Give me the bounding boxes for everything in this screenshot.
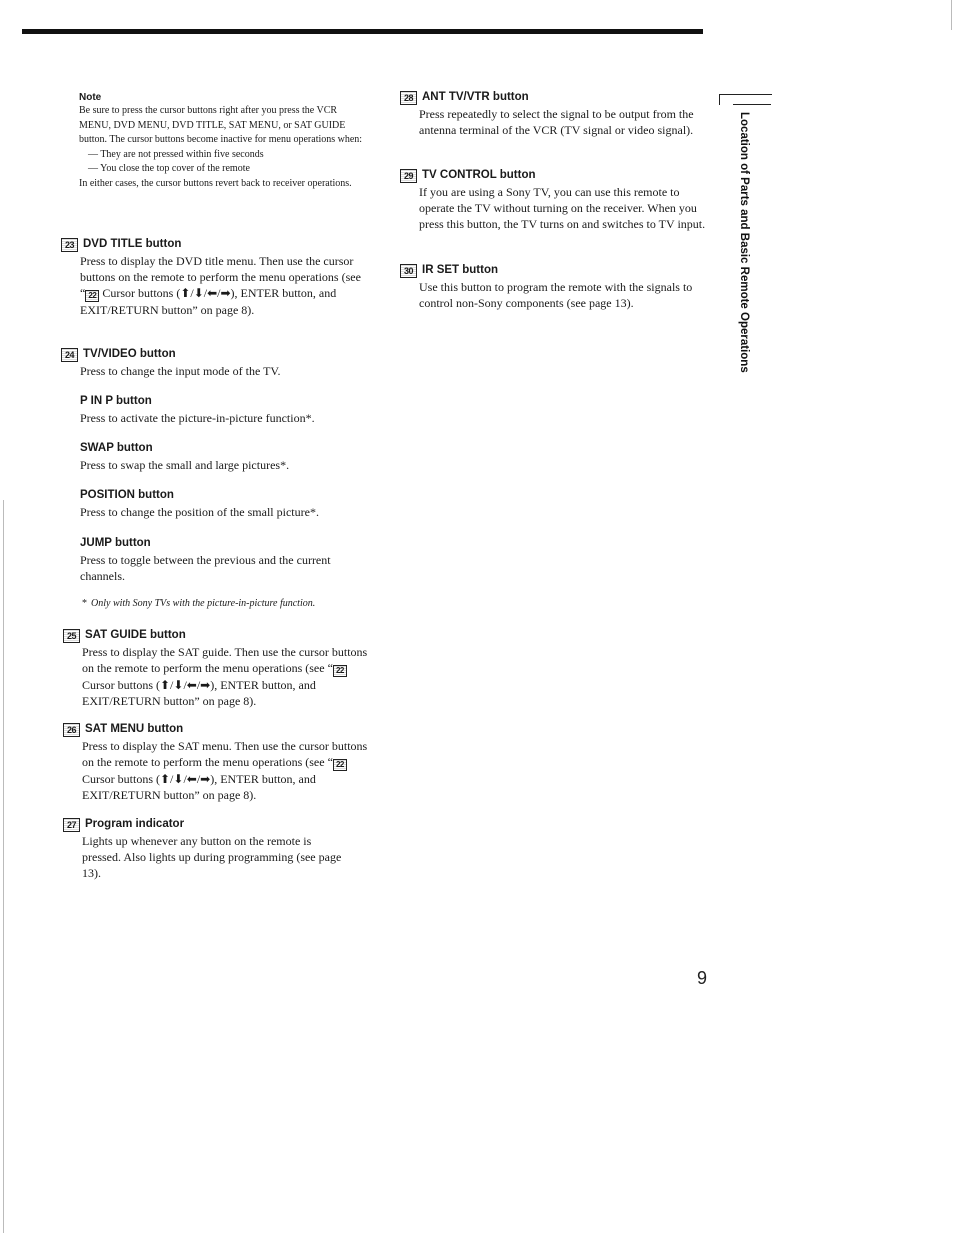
entry-title: SWAP button xyxy=(80,442,153,454)
entry-sat-menu xyxy=(63,722,373,803)
note-title: Note xyxy=(79,92,102,103)
section-side-tab: Location of Parts and Basic Remote Operations xyxy=(738,112,750,373)
entry-description: Use this button to program the remote with the signals to control non-Sony components (see page 13). xyxy=(419,280,693,310)
entry-position xyxy=(80,488,370,520)
note-conditions xyxy=(79,148,369,177)
entry-description: Lights up whenever any button on the remote is pressed. Also lights up during programming (see page 13). xyxy=(82,834,342,880)
entry-heading xyxy=(61,237,361,252)
entry-description: Press to display the SAT guide. Then use the cursor buttons on the remote to perform the menu operations (see “ 22 Cursor buttons (⬆/⬇/⬅/➡), ENTER button, and EXIT/RETURN button” on page 8). xyxy=(82,645,368,708)
entry-ant-tv-vtr xyxy=(400,90,710,138)
entry-description: Press repeatedly to select the signal to be output from the antenna terminal of the VCR (TV signal or video signal). xyxy=(419,107,694,137)
note-footer: In either cases, the cursor buttons revert back to receiver operations. xyxy=(79,177,352,189)
entry-heading xyxy=(63,628,373,643)
item-number-badge: 29 xyxy=(400,169,417,183)
entry-title: TV CONTROL button xyxy=(422,169,536,181)
item-number-badge: 25 xyxy=(63,629,80,643)
entry-description: Press to display the DVD title menu. Then use the cursor buttons on the remote to perform the menu operations (see “ 22 Cursor buttons (⬆/⬇/⬅/➡), ENTER button, and EXIT/RETURN button” on page 8). xyxy=(80,254,361,317)
entry-ir-set xyxy=(400,263,710,311)
ref-number-badge: 22 xyxy=(333,665,347,677)
entry-description: Press to change the position of the small picture*. xyxy=(80,505,319,519)
item-number-badge: 24 xyxy=(61,348,78,362)
entry-dvd-title xyxy=(61,237,361,318)
entry-program-indicator xyxy=(63,817,353,881)
entry-swap xyxy=(80,441,370,473)
entry-title: P IN P button xyxy=(80,395,152,407)
entry-heading xyxy=(400,263,710,278)
item-number-badge: 23 xyxy=(61,238,78,252)
item-number-badge: 30 xyxy=(400,264,417,278)
entry-title: SAT MENU button xyxy=(85,723,184,735)
entry-heading xyxy=(63,817,353,832)
note-condition: — You close the top cover of the remote xyxy=(88,162,369,177)
entry-title: TV/VIDEO button xyxy=(83,348,176,360)
entry-description: If you are using a Sony TV, you can use this remote to operate the TV without turning on the receiver. When you press this button, the TV turns on and switches to TV input. xyxy=(419,185,706,231)
scan-edge-line-right xyxy=(951,0,952,30)
ref-number-badge: 22 xyxy=(333,759,347,771)
entry-description: Press to change the input mode of the TV. xyxy=(80,364,281,378)
entry-description: Press to display the SAT menu. Then use the cursor buttons on the remote to perform the menu operations (see “ 22 Cursor buttons (⬆/⬇/⬅/➡), ENTER button, and EXIT/RETURN button” on page 8). xyxy=(82,739,368,802)
entry-title: Program indicator xyxy=(85,818,185,830)
entry-title: SAT GUIDE button xyxy=(85,629,186,641)
entry-title: ANT TV/VTR button xyxy=(422,91,529,103)
note-block xyxy=(79,92,369,192)
item-number-badge: 26 xyxy=(63,723,80,737)
ref-number-badge: 22 xyxy=(85,290,99,302)
entry-sat-guide xyxy=(63,628,373,709)
entry-pinp xyxy=(80,394,370,426)
entry-title: POSITION button xyxy=(80,489,174,501)
entry-heading xyxy=(63,722,373,737)
entry-title: IR SET button xyxy=(422,264,499,276)
note-condition: — They are not pressed within five seconds xyxy=(88,148,369,163)
entry-tv-control xyxy=(400,168,710,232)
entry-heading xyxy=(400,90,710,105)
top-rule xyxy=(22,29,703,34)
entry-description: Press to activate the picture-in-picture function*. xyxy=(80,411,315,425)
entry-description: Press to swap the small and large pictures*. xyxy=(80,458,290,472)
item-number-badge: 28 xyxy=(400,91,417,105)
entry-title: JUMP button xyxy=(80,537,151,549)
item-number-badge: 27 xyxy=(63,818,80,832)
page-number: 9 xyxy=(697,968,708,988)
entry-jump xyxy=(80,536,365,584)
scan-edge-line xyxy=(3,500,4,1233)
side-tab-bracket-line xyxy=(733,104,771,105)
footnote-star: * xyxy=(82,598,87,609)
footnote xyxy=(82,598,315,609)
entry-heading xyxy=(61,347,361,362)
entry-heading xyxy=(400,168,710,183)
footnote-text: Only with Sony TVs with the picture-in-picture function. xyxy=(91,598,316,609)
entry-title: DVD TITLE button xyxy=(83,238,182,250)
entry-description: Press to toggle between the previous and the current channels. xyxy=(80,553,331,583)
entry-tv-video xyxy=(61,347,361,379)
note-body: Be sure to press the cursor buttons right after you press the VCR MENU, DVD MENU, DVD TITLE, SAT MENU, or SAT GUIDE button. The cursor buttons become inactive for menu operations when: xyxy=(79,105,363,146)
